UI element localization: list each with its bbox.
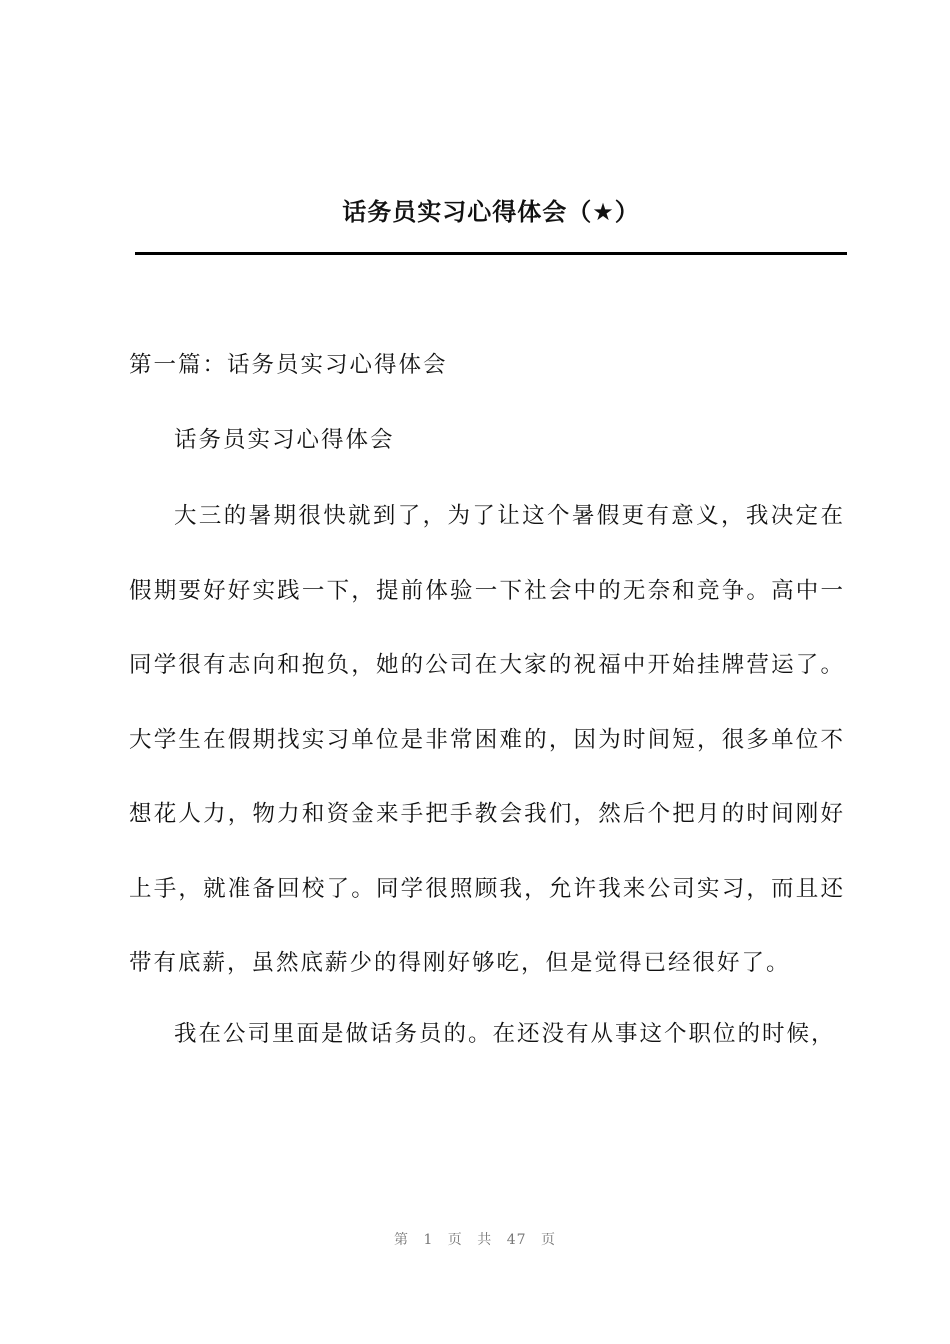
body-paragraph-2: 我在公司里面是做话务员的。在还没有从事这个职位的时候， <box>174 1020 836 1047</box>
sub-heading: 话务员实习心得体会 <box>174 427 395 453</box>
title-divider <box>135 252 847 255</box>
document-body <box>129 347 845 1085</box>
section-heading: 第一篇：话务员实习心得体会 <box>129 352 448 378</box>
document-title: 话务员实习心得体会（★） <box>342 198 640 226</box>
page-number-footer: 第 1 页 共 47 页 <box>394 1232 556 1248</box>
body-paragraph-1: 大三的暑期很快就到了，为了让这个暑假更有意义，我决定在假期要好好实践一下，提前体验一下社会中的无奈和竞争。高中一同学很有志向和抱负，她的公司在大家的祝福中开始挂牌营运了。大学生在假期找实习单位是非常困难的，因为时间短，很多单位不想花人力，物力和资金来手把手教会我们，然后个把月的时间刚好上手，就准备回校了。同学很照顾我，允许我来公司实习，而且还带有底薪，虽然底薪少的得刚好够吃，但是觉得已经很好了。 <box>129 503 845 976</box>
